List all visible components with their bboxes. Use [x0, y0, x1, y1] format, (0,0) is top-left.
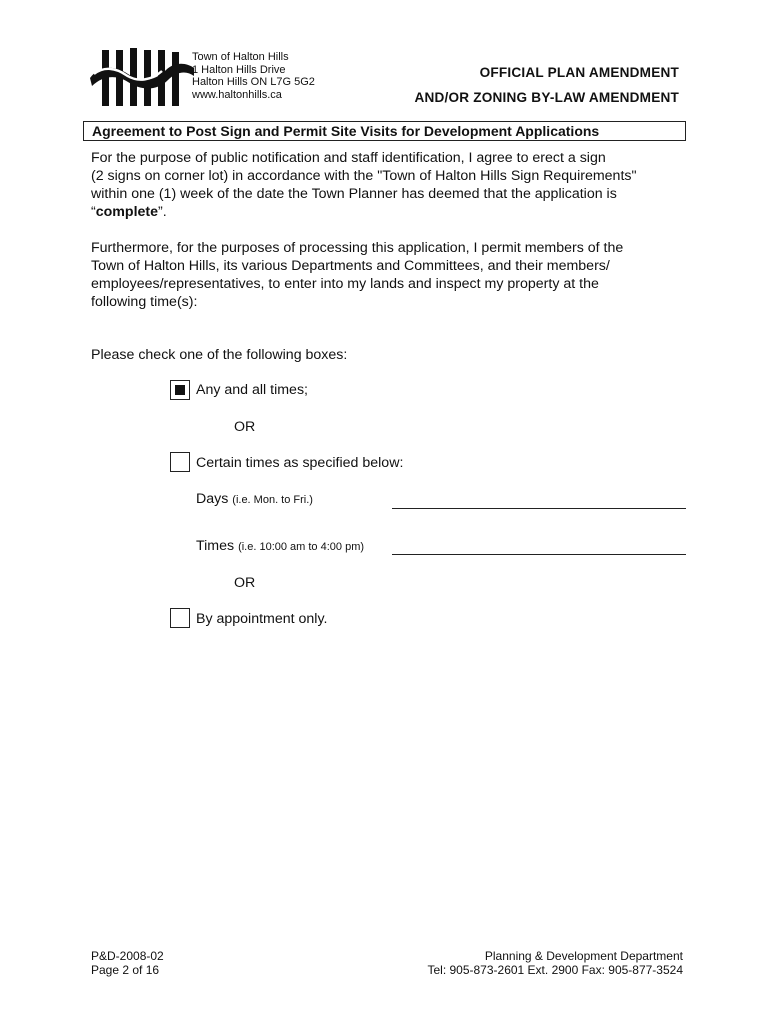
- certain-times-checkbox[interactable]: [170, 452, 190, 472]
- any-time-checkbox[interactable]: [170, 380, 190, 400]
- days-label-group: [196, 491, 313, 507]
- paragraph-line: (2 signs on corner lot) in accordance with the "Town of Halton Hills Sign Requirements": [91, 168, 637, 184]
- times-input-line[interactable]: [392, 554, 686, 555]
- appointment-checkbox[interactable]: [170, 608, 190, 628]
- paragraph-line: [91, 203, 691, 221]
- org-street: 1 Halton Hills Drive: [192, 63, 286, 76]
- paragraph-line: employees/representatives, to enter into my lands and inspect my property at the: [91, 276, 599, 292]
- paragraph-line: Town of Halton Hills, its various Departments and Committees, and their members/: [91, 258, 610, 274]
- paragraph-line: For the purpose of public notification and staff identification, I agree to erect a sign: [91, 150, 606, 166]
- quote-close: ”.: [158, 204, 167, 220]
- paragraph-line: Furthermore, for the purposes of processing this application, I permit members of the: [91, 240, 624, 256]
- organization-address: [192, 51, 315, 101]
- times-label: Times: [196, 538, 235, 554]
- times-hint: (i.e. 10:00 am to 4:00 pm): [238, 541, 365, 553]
- org-website: www.haltonhills.ca: [192, 88, 282, 101]
- footer-right: [427, 949, 683, 977]
- or-separator: OR: [234, 575, 256, 591]
- certain-times-label: Certain times as specified below:: [196, 455, 404, 471]
- department-name: Planning & Development Department: [484, 949, 683, 963]
- any-time-label: Any and all times;: [196, 382, 308, 398]
- section-heading: Agreement to Post Sign and Permit Site Visits for Development Applications: [92, 123, 600, 139]
- halton-hills-logo: [88, 44, 198, 110]
- times-label-group: [196, 538, 364, 554]
- appointment-label: By appointment only.: [196, 611, 328, 627]
- org-city: Halton Hills ON L7G 5G2: [192, 76, 315, 89]
- footer-left: [91, 949, 164, 977]
- sign-agreement-paragraph: [91, 149, 691, 221]
- document-code: P&D-2008-02: [91, 949, 164, 963]
- complete-term: complete: [95, 204, 159, 220]
- title-line-1: OFFICIAL PLAN AMENDMENT: [479, 65, 679, 80]
- site-visit-paragraph: [91, 239, 691, 311]
- checkbox-instructions: Please check one of the following boxes:: [91, 347, 348, 363]
- document-title: [414, 60, 679, 110]
- section-heading-box: [83, 121, 686, 141]
- title-line-2: AND/OR ZONING BY-LAW AMENDMENT: [414, 90, 679, 105]
- org-name: Town of Halton Hills: [192, 51, 289, 63]
- days-label: Days: [196, 491, 229, 507]
- quote-open: “: [91, 204, 96, 220]
- or-separator: OR: [234, 419, 256, 435]
- days-hint: (i.e. Mon. to Fri.): [232, 494, 313, 506]
- days-input-line[interactable]: [392, 508, 686, 509]
- paragraph-line: following time(s):: [91, 294, 198, 310]
- page-number: Page 2 of 16: [91, 963, 160, 977]
- contact-info: Tel: 905-873-2601 Ext. 2900 Fax: 905-877-3524: [427, 963, 683, 977]
- checkbox-checkmark: [175, 385, 185, 395]
- paragraph-line: within one (1) week of the date the Town Planner has deemed that the application is: [91, 186, 617, 202]
